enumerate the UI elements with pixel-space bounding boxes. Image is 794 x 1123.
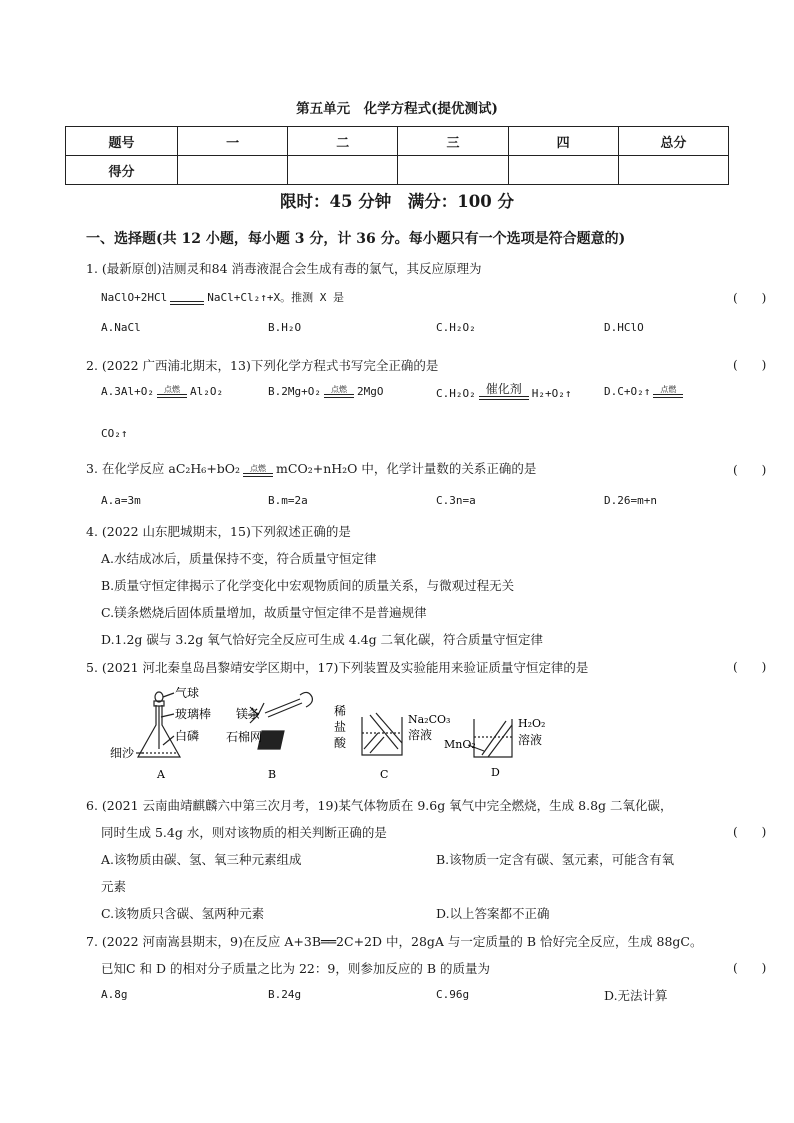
option: D.以上答案都不正确 xyxy=(436,906,550,921)
reaction-condition: 催化剂 xyxy=(479,383,529,400)
apparatus-a-flask xyxy=(136,692,180,757)
option-b-right: 2MgO xyxy=(356,385,384,398)
answer-bracket: ( ) xyxy=(733,825,767,839)
option: C.96g xyxy=(436,988,470,1001)
option-d-continued: CO₂↑ xyxy=(101,427,128,440)
option-d-left: D.C+O₂↑ xyxy=(604,385,651,398)
option: C.该物质只含碳、氢两种元素 xyxy=(101,906,265,921)
option: C.3n=a xyxy=(436,494,476,507)
question-6-stem-line2: 同时生成 5.4g 水，则对该物质的相关判断正确的是 xyxy=(101,825,387,840)
answer-bracket: ( ) xyxy=(733,463,767,477)
score-header-cell: 总分 xyxy=(618,127,728,156)
option: A.NaCl xyxy=(101,321,141,334)
reaction-condition: 点燃 xyxy=(243,464,273,477)
option: B.m=2a xyxy=(268,494,308,507)
answer-bracket: ( ) xyxy=(733,358,767,372)
score-row-label: 得分 xyxy=(66,156,178,185)
question-6-stem-line1: 6. (2021 云南曲靖麒麟六中第三次月考，19)某气体物质在 9.6g 氧气中完全燃烧，生成 8.8g 二氧化碳， xyxy=(86,798,673,813)
question-2-stem: 2. (2022 广西浦北期末，13)下列化学方程式书写完全正确的是 xyxy=(86,358,439,373)
option: D.HClO xyxy=(604,321,644,334)
option: C.H₂O₂ xyxy=(436,321,476,334)
option-a xyxy=(101,385,223,398)
option: B.H₂O xyxy=(268,321,302,334)
label-solution-d: 溶液 xyxy=(518,733,543,747)
option-c-left: C.H₂O₂ xyxy=(436,387,476,400)
question-7-stem-line2: 已知C 和 D 的相对分子质量之比为 22：9，则参加反应的 B 的质量为 xyxy=(101,961,490,976)
label-solution-c: 溶液 xyxy=(408,728,433,742)
option: D.26=m+n xyxy=(604,494,657,507)
score-cell xyxy=(618,156,728,185)
label-balloon: 气球 xyxy=(175,687,200,700)
label-magnesium-strip: 镁条 xyxy=(236,707,261,721)
answer-bracket: ( ) xyxy=(733,660,767,674)
apparatus-c-beaker xyxy=(362,713,402,755)
option: B.质量守恒定律揭示了化学变化中宏观物质间的质量关系，与微观过程无关 xyxy=(101,578,515,593)
option: D.1.2g 碳与 3.2g 氧气恰好完全反应可生成 4.4g 二氧化碳，符合质量守恒定律 xyxy=(101,632,544,647)
label-asbestos-net: 石棉网 xyxy=(226,730,263,744)
label-acid: 酸 xyxy=(334,736,347,750)
option-b-left: B.2Mg+O₂ xyxy=(268,385,321,398)
question-4-stem: 4. (2022 山东肥城期末，15)下列叙述正确的是 xyxy=(86,524,351,539)
caption-b: B xyxy=(268,768,277,781)
score-cell xyxy=(508,156,618,185)
page-title: 第五单元 化学方程式(提优测试) xyxy=(296,101,498,117)
time-score-limits: 限时：45 分钟 满分：100 分 xyxy=(280,192,514,211)
label-manganese-dioxide: MnO₂ xyxy=(444,738,476,751)
equation-right: NaCl+Cl₂↑+X。推测 X 是 xyxy=(207,291,344,304)
option: A.水结成冰后，质量保持不变，符合质量守恒定律 xyxy=(101,551,377,566)
option: A.a=3m xyxy=(101,494,141,507)
caption-d: D xyxy=(491,766,500,779)
option: A.该物质由碳、氢、氧三种元素组成 xyxy=(101,852,302,867)
option-a-right: Al₂O₂ xyxy=(189,385,224,398)
score-header-cell: 四 xyxy=(508,127,618,156)
score-table-score-row xyxy=(66,156,729,185)
option: B.24g xyxy=(268,988,302,1001)
score-cell xyxy=(288,156,398,185)
score-header-cell: 三 xyxy=(398,127,508,156)
score-header-cell: 一 xyxy=(178,127,288,156)
label-glass-rod: 玻璃棒 xyxy=(175,707,212,721)
reaction-condition: 点燃 xyxy=(157,385,187,398)
score-cell xyxy=(178,156,288,185)
option-continued: 元素 xyxy=(101,879,127,894)
equation-left: NaClO+2HCl xyxy=(101,291,168,304)
score-table xyxy=(65,126,729,185)
label-sodium-carbonate: Na₂CO₃ xyxy=(408,713,451,726)
option-a-left: A.3Al+O₂ xyxy=(101,385,154,398)
reaction-condition: 点燃 xyxy=(653,385,683,398)
q5-apparatus-figure xyxy=(108,687,558,782)
score-header-cell: 题号 xyxy=(66,127,178,156)
score-cell xyxy=(398,156,508,185)
label-fine-sand: 细沙 xyxy=(110,746,135,760)
question-7-stem-line1: 7. (2022 河南嵩县期末，9)在反应 A+3B══2C+2D 中，28gA 与一定质量的 B 恰好完全反应，生成 88gC。 xyxy=(86,934,703,949)
score-table-header-row xyxy=(66,127,729,156)
option-b xyxy=(268,385,383,398)
score-header-cell: 二 xyxy=(288,127,398,156)
caption-a: A xyxy=(157,768,165,781)
question-1-stem: 1. (最新原创)洁厕灵和84 消毒液混合会生成有毒的氯气，其反应原理为 xyxy=(86,261,482,276)
option: B.该物质一定含有碳、氢元素，可能含有氧 xyxy=(436,852,675,867)
option-c xyxy=(436,383,572,400)
option: D.无法计算 xyxy=(604,988,668,1003)
option: C.镁条燃烧后固体质量增加，故质量守恒定律不是普遍规律 xyxy=(101,605,427,620)
question-3-stem xyxy=(86,459,536,477)
label-white-phosphorus: 白磷 xyxy=(175,729,200,743)
equals-sign xyxy=(170,292,204,305)
reaction-condition: 点燃 xyxy=(324,385,354,398)
caption-c: C xyxy=(380,768,389,781)
section-heading: 一、选择题(共 12 小题，每小题 3 分，计 36 分。每小题只有一个选项是符合题意的) xyxy=(86,231,626,247)
question-3-stem-part: 3. 在化学反应 aC₂H₆+bO₂ xyxy=(86,461,241,476)
question-3-stem-part: mCO₂+nH₂O 中，化学计量数的关系正确的是 xyxy=(276,461,537,476)
option-c-right: H₂+O₂↑ xyxy=(531,387,572,400)
label-dilute: 稀 xyxy=(334,704,347,718)
answer-bracket: ( ) xyxy=(733,291,767,305)
answer-bracket: ( ) xyxy=(733,961,767,975)
question-5-stem: 5. (2021 河北秦皇岛昌黎靖安学区期中，17)下列装置及实验能用来验证质量守恒定律的是 xyxy=(86,660,589,675)
question-1-equation xyxy=(101,289,344,305)
label-hydrogen-peroxide: H₂O₂ xyxy=(518,717,546,730)
option-d xyxy=(604,385,686,398)
label-hydrochloric: 盐 xyxy=(334,720,347,734)
option: A.8g xyxy=(101,988,128,1001)
